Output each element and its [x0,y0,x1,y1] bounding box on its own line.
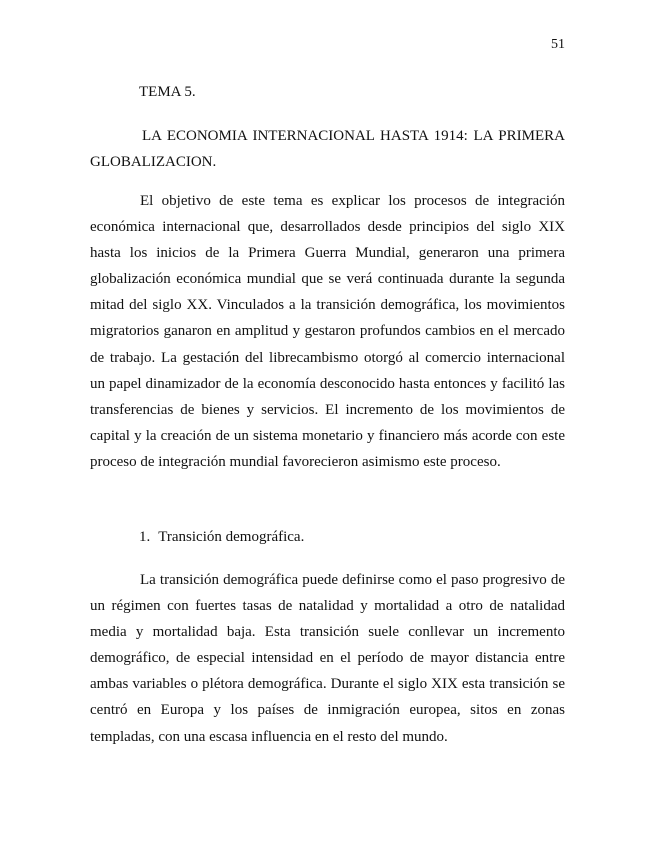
paragraph-line: demográfico, de especial intensidad en el período de mayor distancia entre [90,650,565,667]
paragraph-line: hasta los inicios de la Primera Guerra Mundial, generaron una primera [90,245,565,262]
paragraph-line: centró en Europa y los países de inmigración europea, sitos en zonas [90,702,565,719]
chapter-title-line-2: GLOBALIZACION. [90,154,217,170]
chapter-title [90,123,565,175]
paragraph-line: migratorios ganaron en amplitud y gestaron profundos cambios en el mercado [90,323,565,340]
section-number: 1. [139,529,151,545]
paragraph-line: media y mortalidad baja. Esta transición suele conllevar un incremento [90,624,565,641]
chapter-label: TEMA 5. [139,84,196,100]
paragraph-line: económica internacional que, desarrollados desde principios del siglo XIX [90,219,565,236]
paragraph-line: templadas, con una escasa influencia en el resto del mundo. [90,728,448,745]
paragraph-line: ambas variables o plétora demográfica. Durante el siglo XIX esta transición se [90,676,565,693]
paragraph-line: globalización económica mundial que se verá continuada durante la segunda [90,271,565,288]
paragraph-line: transferencias de bienes y servicios. El incremento de los movimientos de [90,401,565,418]
paragraph-line: un papel dinamizador de la economía desconocido hasta entonces y facilitó las [90,375,565,392]
paragraph-line: un régimen con fuertes tasas de natalidad y mortalidad a otro de natalidad [90,598,565,615]
paragraph-line: capital y la creación de un sistema monetario y financiero más acorde con este [90,427,565,444]
paragraph-line: El objetivo de este tema es explicar los procesos de integración [140,193,565,209]
paragraph-line: de trabajo. La gestación del librecambismo otorgó al comercio internacional [90,349,565,366]
section-heading [139,529,304,546]
paragraph-line: mitad del siglo XX. Vinculados a la transición demográfica, los movimientos [90,297,565,314]
paragraph-line: La transición demográfica puede definirse como el paso progresivo de [140,572,565,588]
section-title: Transición demográfica. [158,529,305,545]
page-number: 51 [551,37,565,52]
paragraph-line: proceso de integración mundial favorecieron asimismo este proceso. [90,453,501,470]
chapter-title-line-1: LA ECONOMIA INTERNACIONAL HASTA 1914: LA PRIMERA [142,128,565,144]
intro-paragraph [90,188,565,475]
section-paragraph [90,567,565,750]
